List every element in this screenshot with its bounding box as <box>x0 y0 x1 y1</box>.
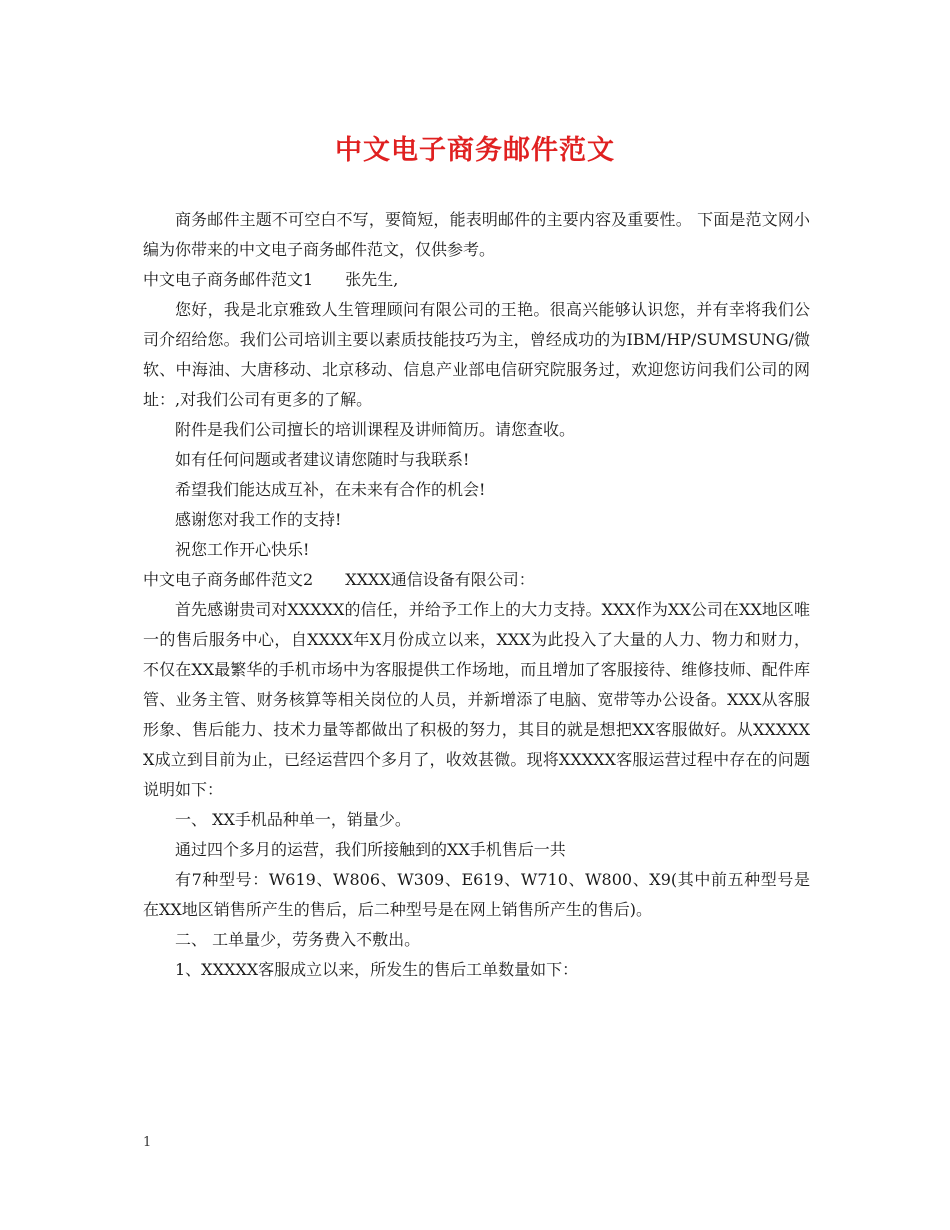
document-body <box>143 205 810 985</box>
body-paragraph: 如有任何问题或者建议请您随时与我联系! <box>175 450 470 469</box>
document-title: 中文电子商务邮件范文 <box>335 135 615 166</box>
page-number: 1 <box>143 1135 152 1150</box>
sample-1-salutation: 张先生, <box>345 270 399 289</box>
section-heading: 二、 工单量少，劳务费入不敷出。 <box>175 930 421 949</box>
body-paragraph: 通过四个多月的运营，我们所接触到的XX手机售后一共 <box>175 840 566 859</box>
intro-paragraph: 商务邮件主题不可空白不写，要简短，能表明邮件的主要内容及重要性。 下面是范文网小编为你带来的中文电子商务邮件范文，仅供参考。 <box>143 210 810 259</box>
body-paragraph: 希望我们能达成互补，在未来有合作的机会! <box>175 480 486 499</box>
sample-1-heading <box>143 265 810 295</box>
sample-2-heading <box>143 565 810 595</box>
sample-2-salutation: XXXX通信设备有限公司： <box>345 570 535 589</box>
body-paragraph: 有7种型号：W619、W806、W309、E619、W710、W800、X9(其中前五种型号是在XX地区销售所产生的售后，后二种型号是在网上销售所产生的售后)。 <box>143 870 810 919</box>
body-paragraph: 祝您工作开心快乐! <box>175 540 310 559</box>
sample-1-label: 中文电子商务邮件范文1 <box>143 270 314 289</box>
section-heading: 一、 XX手机品种单一，销量少。 <box>175 810 411 829</box>
body-paragraph: 您好，我是北京雅致人生管理顾问有限公司的王艳。很高兴能够认识您，并有幸将我们公司介绍给您。我们公司培训主要以素质技能技巧为主，曾经成功的为IBM/HP/SUMSUNG/微软、中海油、大唐移动、北京移动、信息产业部电信研究院服务过，欢迎您访问我们公司的网址：,对我们公司有更多的了解。 <box>143 300 810 409</box>
body-paragraph: 1、XXXXX客服成立以来，所发生的售后工单数量如下： <box>175 960 579 979</box>
body-paragraph: 附件是我们公司擅长的培训课程及讲师简历。请您查收。 <box>175 420 576 439</box>
body-paragraph: 感谢您对我工作的支持! <box>175 510 342 529</box>
body-paragraph: 首先感谢贵司对XXXXX的信任，并给予工作上的大力支持。XXX作为XX公司在XX地区唯一的售后服务中心，自XXXX年X月份成立以来，XXX为此投入了大量的人力、物力和财力，不仅在XX最繁华的手机市场中为客服提供工作场地，而且增加了客服接待、维修技师、配件库管、业务主管、财务核算等相关岗位的人员，并新增添了电脑、宽带等办公设备。XXX从客服形象、售后能力、技术力量等都做出了积极的努力，其目的就是想把XX客服做好。从XXXXXX成立到目前为止，已经运营四个多月了，收效甚微。现将XXXXX客服运营过程中存在的问题说明如下： <box>143 600 810 799</box>
sample-2-label: 中文电子商务邮件范文2 <box>143 570 314 589</box>
